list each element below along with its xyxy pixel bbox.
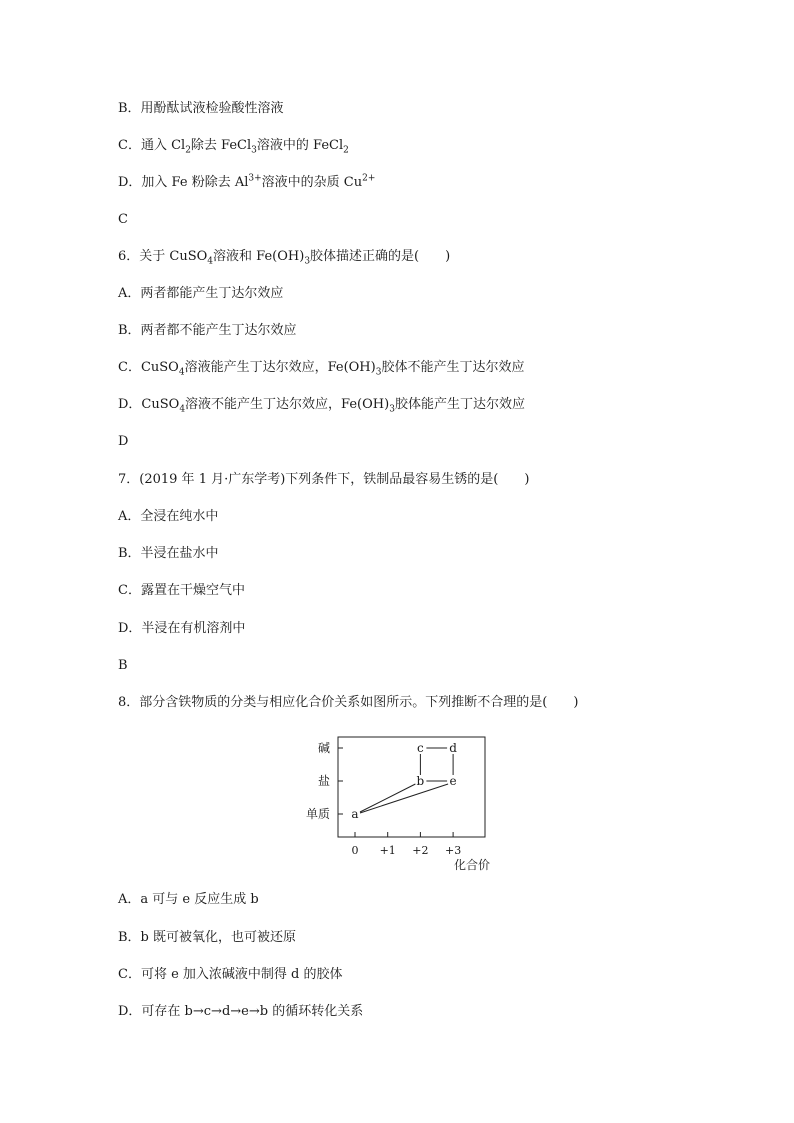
question-8: 8．部分含铁物质的分类与相应化合价关系如图所示。下列推断不合理的是( )	[118, 695, 579, 710]
y-category-label: 碱	[317, 741, 330, 755]
iron-valence-diagram	[290, 730, 510, 875]
option-8b: B．b 既可被氧化，也可被还原	[118, 930, 297, 945]
answer-7: B	[118, 658, 128, 673]
option-8c: C．可将 e 加入浓碱液中制得 d 的胶体	[118, 967, 343, 982]
option-7b: B．半浸在盐水中	[118, 546, 219, 561]
y-category-label: 盐	[317, 774, 330, 788]
option-7a: A．全浸在纯水中	[118, 509, 219, 524]
option-5c: C．通入 $Cl_2$除去 FeCl$_3$溶液中的 FeCl$_2$	[118, 138, 349, 156]
point-e: e	[449, 774, 457, 788]
x-tick-label: +1	[379, 844, 396, 857]
link-a-e	[360, 784, 448, 813]
option-6d: D．CuSO$_4$溶液不能产生丁达尔效应，$Fe(OH)_3$胶体能产生丁达尔效应	[118, 397, 525, 415]
answer-5: C	[118, 212, 128, 227]
option-6b: B．两者都不能产生丁达尔效应	[118, 323, 297, 338]
plot-frame	[338, 737, 485, 837]
question-6: 6．关于 CuSO$_4$溶液和 $Fe(OH)_3$胶体描述正确的是( )	[118, 249, 451, 267]
option-6a: A．两者都能产生丁达尔效应	[118, 286, 284, 301]
point-c: c	[417, 741, 424, 755]
point-a: a	[351, 807, 359, 821]
option-6c: C．CuSO$_4$溶液能产生丁达尔效应，$Fe(OH)_3$胶体不能产生丁达尔效应	[118, 360, 525, 378]
option-8a: A．a 可与 e 反应生成 b	[118, 892, 259, 907]
option-7c: C．露置在干燥空气中	[118, 583, 245, 598]
x-tick-label: 0	[351, 844, 359, 857]
option-5b: B．用酚酞试液检验酸性溶液	[118, 101, 284, 116]
point-b: b	[416, 774, 425, 788]
answer-6: D	[118, 434, 129, 449]
option-5d: D．加入 Fe 粉除去 $Al^{3+}$溶液中的杂质 $Cu^{2+}$	[118, 173, 376, 190]
option-8d: D．可存在 b→c→d→e→b 的循环转化关系	[118, 1004, 364, 1019]
x-tick-label: +3	[444, 844, 462, 857]
point-d: d	[449, 741, 457, 755]
question-7: 7．(2019 年 1 月·广东学考)下列条件下，铁制品最容易生锈的是( )	[118, 472, 530, 487]
option-7d: D．半浸在有机溶剂中	[118, 621, 246, 636]
x-tick-label: +2	[412, 844, 429, 857]
y-category-label: 单质	[305, 807, 330, 821]
x-axis-label: 化合价	[453, 858, 491, 872]
